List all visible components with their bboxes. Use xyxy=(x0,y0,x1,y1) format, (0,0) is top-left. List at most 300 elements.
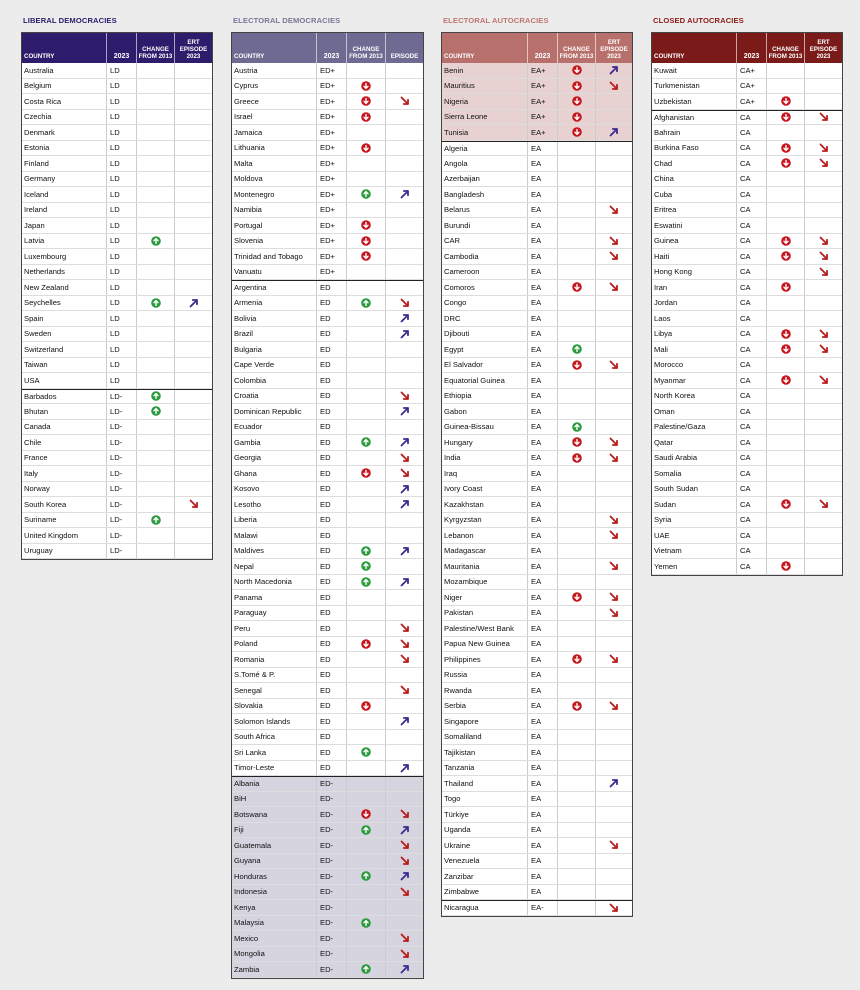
table-row xyxy=(232,311,423,327)
change-cell xyxy=(346,575,385,590)
change-cell xyxy=(557,590,595,605)
regime-category: EA xyxy=(527,559,557,574)
episode-cell xyxy=(385,482,423,497)
country-name: Netherlands xyxy=(24,267,65,277)
table-row xyxy=(232,435,423,451)
autocratization-arrow-icon xyxy=(400,391,410,401)
country-name: Haiti xyxy=(654,251,670,261)
table-row xyxy=(232,730,423,746)
episode-cell xyxy=(174,420,212,435)
downgrade-circle-icon xyxy=(361,809,371,819)
section-title: ELECTORAL DEMOCRACIES xyxy=(233,16,341,25)
table-row xyxy=(652,544,842,560)
downgrade-circle-icon xyxy=(781,251,791,261)
country-name: Russia xyxy=(444,670,468,680)
upgrade-circle-icon xyxy=(361,437,371,447)
table-row xyxy=(442,373,632,389)
country-name: Honduras xyxy=(234,871,267,881)
regime-category: LD- xyxy=(106,528,136,543)
country-name: Portugal xyxy=(234,220,263,230)
table-row xyxy=(652,435,842,451)
table-row xyxy=(22,280,212,296)
country-name: Niger xyxy=(444,592,463,602)
table-row xyxy=(442,528,632,544)
downgrade-circle-icon xyxy=(781,143,791,153)
change-cell xyxy=(346,125,385,140)
regime-table xyxy=(651,32,843,576)
change-cell xyxy=(557,838,595,853)
country-name: Latvia xyxy=(24,236,45,246)
democratization-arrow-icon xyxy=(400,329,410,339)
regime-category: EA xyxy=(527,311,557,326)
episode-cell xyxy=(595,683,632,698)
regime-category: EA xyxy=(527,280,557,295)
table-header xyxy=(442,33,632,63)
regime-category: EA- xyxy=(527,901,557,915)
change-cell xyxy=(766,141,804,156)
change-cell xyxy=(346,590,385,605)
episode-cell xyxy=(595,497,632,512)
regime-category: ED+ xyxy=(316,218,346,233)
regime-category: LD- xyxy=(106,435,136,450)
table-row xyxy=(442,187,632,203)
change-cell xyxy=(557,125,595,140)
change-cell xyxy=(136,497,174,512)
regime-category: ED+ xyxy=(316,94,346,109)
regime-category: CA xyxy=(736,373,766,388)
episode-cell xyxy=(804,218,842,233)
episode-cell xyxy=(595,451,632,466)
table-row xyxy=(232,947,423,963)
regime-category: LD xyxy=(106,218,136,233)
regime-category: ED+ xyxy=(316,63,346,78)
country-name: Venezuela xyxy=(444,856,480,866)
episode-cell xyxy=(174,249,212,264)
episode-cell xyxy=(174,466,212,481)
episode-cell xyxy=(174,404,212,419)
table-row xyxy=(22,528,212,544)
country-name: Canada xyxy=(24,422,51,432)
upgrade-circle-icon xyxy=(572,344,582,354)
table-row xyxy=(442,699,632,715)
table-row xyxy=(232,590,423,606)
table-row xyxy=(652,327,842,343)
table-row xyxy=(22,342,212,358)
table-row xyxy=(442,94,632,110)
table-row xyxy=(22,466,212,482)
country-name: Uganda xyxy=(444,825,471,835)
change-cell xyxy=(346,94,385,109)
regime-category: EA xyxy=(527,234,557,249)
country-name: S.Tomé & P. xyxy=(234,670,276,680)
change-cell xyxy=(766,79,804,94)
episode-cell xyxy=(174,94,212,109)
autocratization-arrow-icon xyxy=(400,468,410,478)
table-row xyxy=(22,94,212,110)
regime-category: CA xyxy=(736,156,766,171)
country-name: Italy xyxy=(24,468,38,478)
header-year: 2023 xyxy=(106,33,136,63)
country-name: Angola xyxy=(444,158,468,168)
table-row xyxy=(232,141,423,157)
autocratization-arrow-icon xyxy=(609,530,619,540)
regime-category: EA+ xyxy=(527,79,557,94)
change-cell xyxy=(557,652,595,667)
change-cell xyxy=(766,373,804,388)
country-name: Comoros xyxy=(444,282,475,292)
episode-cell xyxy=(804,63,842,78)
downgrade-circle-icon xyxy=(781,112,791,122)
democratization-arrow-icon xyxy=(400,577,410,587)
country-name: Palestine/Gaza xyxy=(654,422,706,432)
episode-cell xyxy=(174,296,212,311)
change-cell xyxy=(557,792,595,807)
country-name: Chad xyxy=(654,158,673,168)
country-name: France xyxy=(24,453,48,463)
autocratization-arrow-icon xyxy=(400,298,410,308)
table-row xyxy=(652,528,842,544)
change-cell xyxy=(136,156,174,171)
table-row xyxy=(232,79,423,95)
upgrade-circle-icon xyxy=(361,918,371,928)
episode-cell xyxy=(804,342,842,357)
episode-cell xyxy=(595,807,632,822)
regime-category: EA xyxy=(527,172,557,187)
autocratization-arrow-icon xyxy=(400,933,410,943)
table-row xyxy=(652,482,842,498)
episode-cell xyxy=(385,916,423,931)
regime-table xyxy=(21,32,213,560)
change-cell xyxy=(557,901,595,915)
country-name: Afghanistan xyxy=(654,112,695,122)
country-name: Greece xyxy=(234,96,259,106)
change-cell xyxy=(346,699,385,714)
regime-category: EA xyxy=(527,296,557,311)
change-cell xyxy=(346,203,385,218)
change-cell xyxy=(136,94,174,109)
table-row xyxy=(442,590,632,606)
change-cell xyxy=(136,110,174,125)
change-cell xyxy=(136,528,174,543)
header-country: COUNTRY xyxy=(24,53,55,60)
country-name: Gabon xyxy=(444,406,467,416)
change-cell xyxy=(557,234,595,249)
episode-cell xyxy=(174,435,212,450)
country-name: Israel xyxy=(234,112,253,122)
change-cell xyxy=(346,110,385,125)
table-row xyxy=(232,962,423,978)
episode-cell xyxy=(385,172,423,187)
autocratization-arrow-icon xyxy=(609,282,619,292)
change-cell xyxy=(557,869,595,884)
country-name: Finland xyxy=(24,158,49,168)
country-name: Senegal xyxy=(234,685,262,695)
table-row xyxy=(652,234,842,250)
table-row xyxy=(652,358,842,374)
regime-category: EA xyxy=(527,142,557,156)
change-cell xyxy=(557,389,595,404)
regime-category: EA+ xyxy=(527,110,557,125)
autocratization-arrow-icon xyxy=(400,840,410,850)
autocratization-arrow-icon xyxy=(819,143,829,153)
episode-cell xyxy=(385,435,423,450)
country-name: Mali xyxy=(654,344,668,354)
downgrade-circle-icon xyxy=(361,220,371,230)
change-cell xyxy=(136,280,174,295)
autocratization-arrow-icon xyxy=(609,592,619,602)
autocratization-arrow-icon xyxy=(609,654,619,664)
downgrade-circle-icon xyxy=(361,251,371,261)
regime-category: EA xyxy=(527,218,557,233)
regime-category: LD xyxy=(106,156,136,171)
change-cell xyxy=(557,513,595,528)
episode-cell xyxy=(385,621,423,636)
country-name: Nepal xyxy=(234,561,254,571)
episode-cell xyxy=(595,94,632,109)
episode-cell xyxy=(804,466,842,481)
change-cell xyxy=(346,466,385,481)
regime-category: CA xyxy=(736,111,766,125)
header-change: CHANGE FROM 2013 xyxy=(766,33,804,63)
table-row xyxy=(232,513,423,529)
country-name: Paraguay xyxy=(234,608,267,618)
change-cell xyxy=(136,172,174,187)
country-name: Kuwait xyxy=(654,65,677,75)
episode-cell xyxy=(385,389,423,404)
episode-cell xyxy=(385,265,423,280)
country-name: Spain xyxy=(24,313,44,323)
country-name: Thailand xyxy=(444,778,474,788)
table-row xyxy=(652,94,842,110)
autocratization-arrow-icon xyxy=(609,515,619,525)
country-name: China xyxy=(654,174,674,184)
country-name: Ireland xyxy=(24,205,48,215)
downgrade-circle-icon xyxy=(781,344,791,354)
change-cell xyxy=(346,792,385,807)
header-episode: ERT EPISODE 2023 xyxy=(174,33,212,63)
change-cell xyxy=(136,296,174,311)
change-cell xyxy=(557,94,595,109)
change-cell xyxy=(557,714,595,729)
downgrade-circle-icon xyxy=(781,375,791,385)
democratization-arrow-icon xyxy=(400,406,410,416)
country-name: Palestine/West Bank xyxy=(444,623,514,633)
regime-category: CA xyxy=(736,466,766,481)
table-row xyxy=(442,761,632,777)
episode-cell xyxy=(595,885,632,900)
table-row xyxy=(652,265,842,281)
table-row xyxy=(22,187,212,203)
episode-cell xyxy=(595,234,632,249)
upgrade-circle-icon xyxy=(572,422,582,432)
country-name: Bahrain xyxy=(654,127,681,137)
table-row xyxy=(232,854,423,870)
episode-cell xyxy=(174,172,212,187)
episode-cell xyxy=(385,823,423,838)
change-cell xyxy=(557,575,595,590)
table-row xyxy=(652,110,842,126)
change-cell xyxy=(346,420,385,435)
table-row xyxy=(652,296,842,312)
country-name: South Sudan xyxy=(654,484,698,494)
table-row xyxy=(232,94,423,110)
regime-category: ED xyxy=(316,466,346,481)
regime-category: ED- xyxy=(316,807,346,822)
episode-cell xyxy=(804,497,842,512)
downgrade-circle-icon xyxy=(361,143,371,153)
country-name: Morocco xyxy=(654,360,684,370)
change-cell xyxy=(766,249,804,264)
table-row xyxy=(22,544,212,560)
change-cell xyxy=(346,63,385,78)
table-row xyxy=(232,683,423,699)
country-name: Algeria xyxy=(444,143,468,153)
country-name: Djibouti xyxy=(444,329,470,339)
table-row xyxy=(442,110,632,126)
change-cell xyxy=(557,451,595,466)
table-row xyxy=(232,714,423,730)
episode-cell xyxy=(804,234,842,249)
regime-category: ED+ xyxy=(316,79,346,94)
episode-cell xyxy=(385,947,423,962)
regime-category: LD xyxy=(106,79,136,94)
change-cell xyxy=(557,544,595,559)
regime-category: ED xyxy=(316,435,346,450)
democratization-arrow-icon xyxy=(609,778,619,788)
democratization-arrow-icon xyxy=(400,484,410,494)
episode-cell xyxy=(595,249,632,264)
regime-table xyxy=(441,32,633,917)
episode-cell xyxy=(595,404,632,419)
episode-cell xyxy=(174,218,212,233)
table-row xyxy=(442,776,632,792)
regime-category: CA xyxy=(736,280,766,295)
change-cell xyxy=(557,606,595,621)
change-cell xyxy=(346,606,385,621)
episode-cell xyxy=(804,373,842,388)
table-row xyxy=(442,404,632,420)
table-row xyxy=(442,265,632,281)
change-cell xyxy=(557,745,595,760)
autocratization-arrow-icon xyxy=(819,158,829,168)
downgrade-circle-icon xyxy=(361,112,371,122)
autocratization-arrow-icon xyxy=(400,949,410,959)
episode-cell xyxy=(174,110,212,125)
table-row xyxy=(442,497,632,513)
episode-cell xyxy=(595,79,632,94)
country-name: Belgium xyxy=(24,81,52,91)
table-row xyxy=(22,497,212,513)
regime-category: LD xyxy=(106,296,136,311)
country-name: Nicaragua xyxy=(444,903,479,913)
country-name: Dominican Republic xyxy=(234,406,302,416)
regime-category: ED xyxy=(316,497,346,512)
country-name: Austria xyxy=(234,65,258,75)
change-cell xyxy=(557,699,595,714)
change-cell xyxy=(136,373,174,388)
table-row xyxy=(442,156,632,172)
table-row xyxy=(232,776,423,792)
change-cell xyxy=(136,203,174,218)
table-row xyxy=(22,358,212,374)
table-row xyxy=(652,513,842,529)
country-name: Denmark xyxy=(24,127,55,137)
change-cell xyxy=(766,218,804,233)
episode-cell xyxy=(595,482,632,497)
regime-category: ED xyxy=(316,683,346,698)
table-row xyxy=(232,389,423,405)
country-name: Montenegro xyxy=(234,189,275,199)
country-name: Ivory Coast xyxy=(444,484,483,494)
change-cell xyxy=(766,203,804,218)
regime-category: ED+ xyxy=(316,249,346,264)
country-name: Equatorial Guinea xyxy=(444,375,505,385)
country-name: Yemen xyxy=(654,561,678,571)
regime-category: ED- xyxy=(316,947,346,962)
country-name: Uzbekistan xyxy=(654,96,692,106)
episode-cell xyxy=(804,280,842,295)
country-name: Mexico xyxy=(234,933,259,943)
regime-category: EA xyxy=(527,497,557,512)
autocratization-arrow-icon xyxy=(609,561,619,571)
regime-category: CA xyxy=(736,265,766,280)
episode-cell xyxy=(385,652,423,667)
episode-cell xyxy=(804,389,842,404)
episode-cell xyxy=(595,901,632,915)
change-cell xyxy=(766,63,804,78)
table-row xyxy=(442,730,632,746)
change-cell xyxy=(346,807,385,822)
regime-category: CA xyxy=(736,451,766,466)
regime-category: ED+ xyxy=(316,141,346,156)
regime-category: CA xyxy=(736,327,766,342)
change-cell xyxy=(557,776,595,791)
regime-category: LD xyxy=(106,311,136,326)
democratization-arrow-icon xyxy=(400,437,410,447)
episode-cell xyxy=(595,637,632,652)
regime-category: ED xyxy=(316,668,346,683)
table-row xyxy=(442,420,632,436)
change-cell xyxy=(346,900,385,915)
country-name: Fiji xyxy=(234,825,244,835)
downgrade-circle-icon xyxy=(361,701,371,711)
country-name: Zanzibar xyxy=(444,871,474,881)
country-name: Chile xyxy=(24,437,42,447)
regime-category: ED- xyxy=(316,838,346,853)
episode-cell xyxy=(595,435,632,450)
regime-category: EA xyxy=(527,761,557,776)
regime-category: CA xyxy=(736,234,766,249)
table-row xyxy=(232,544,423,560)
regime-category: EA xyxy=(527,482,557,497)
episode-cell xyxy=(595,838,632,853)
episode-cell xyxy=(595,420,632,435)
regime-category: LD xyxy=(106,234,136,249)
table-row xyxy=(22,404,212,420)
change-cell xyxy=(346,621,385,636)
change-cell xyxy=(346,777,385,791)
country-name: Sri Lanka xyxy=(234,747,267,757)
regime-category: LD- xyxy=(106,482,136,497)
regime-category: EA xyxy=(527,265,557,280)
regime-category: LD xyxy=(106,125,136,140)
upgrade-circle-icon xyxy=(151,515,161,525)
table-row xyxy=(232,451,423,467)
regime-category: ED xyxy=(316,296,346,311)
country-name: United Kingdom xyxy=(24,530,79,540)
democratization-arrow-icon xyxy=(400,716,410,726)
episode-cell xyxy=(804,141,842,156)
